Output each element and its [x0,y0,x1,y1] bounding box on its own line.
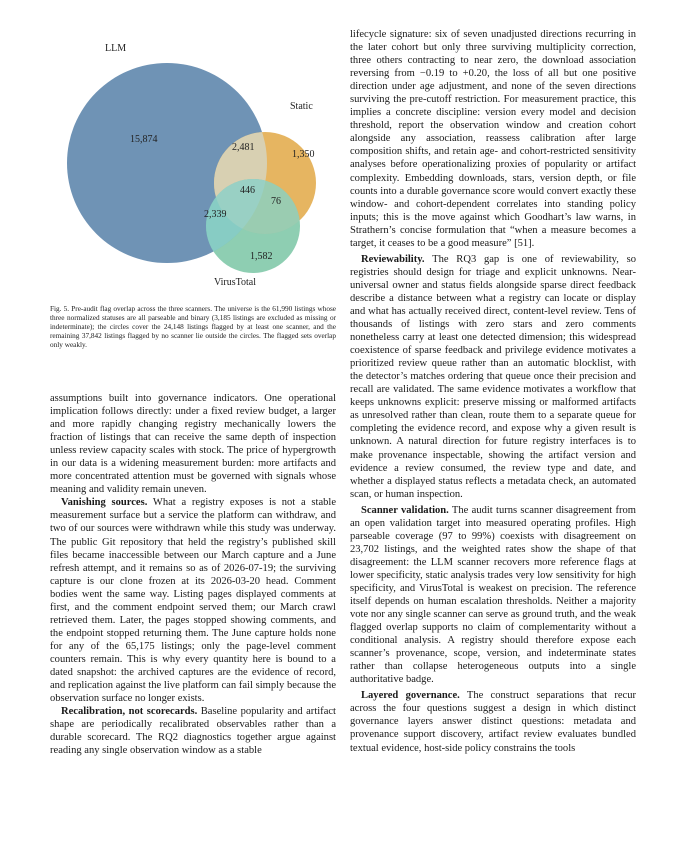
static-label: Static [290,101,313,112]
paragraph [350,253,636,501]
paragraph-body: The audit turns scanner disagreement from an open validation target into measured operating profiles. High parseable coverage (97 to 99%) coexists with disagreement on 23,702 listings, and the weighted rates show the shape of that disagreement: the LLM scanner recovers more reference flags at lower specificity, static analysis trades very low sensitivity for high specificity, and VirusTotal is weakest on precision. The reference itself depends on human escalation thresholds. Neither a majority vote nor any single scanner can serve as ground truth, and the weak flagged overlap supports no claim of complementarity without a conditional analysis. A registry should therefore expose each scanner’s provenance, scope, version, and indeterminate states rather than collapse heterogeneous outputs into a single authoritative badge. [350,504,636,686]
run-in-heading: Recalibration, not scorecards. [61,706,198,718]
region-vt-only: 1,582 [250,251,273,262]
run-in-heading: Layered governance. [361,690,460,702]
region-llm-only: 15,874 [130,134,158,145]
region-llm-static: 2,481 [232,142,255,153]
paragraph [50,705,336,757]
paragraph [50,496,336,705]
paragraph [350,504,636,687]
paragraph-body: The construct separations that recur across the four questions suggest a design in which distinct governance layers answer distinct questions: metadata and provenance support discovery, artifact review evaluates bundled textual evidence, host-side policy constrains the tools [350,690,636,754]
run-in-heading: Scanner validation. [361,504,449,516]
region-llm-vt: 2,339 [204,209,227,220]
run-in-heading: Reviewability. [361,253,425,265]
paragraph-body: What a registry exposes is not a stable measurement surface but a service the platform can withdraw, and two of our sources were withdrawn while this study was underway. The public Git repository that held the registry’s published skill files became inaccessible between our March capture and a June refresh attempt, and it remains so as of 2026-07-19; the surviving capture is our clone frozen at its 2026-03-20 head. Comment bodies went the same way. Listing pages displayed comments at first, and the comment endpoint served them; our March crawl retrieved them. Later, the pages stopped showing comments, and the endpoint stopped returning them. The June capture holds none for any of the 65,175 listings; only the page-level comment counters remain. This is why every quantity here is bound to a dated snapshot: the archived captures are the evidence of record, and replication against the live platform can fail simply because the observation surface no longer exists. [50,497,337,705]
figure-caption: Fig. 5. Pre-audit flag overlap across the three scanners. The universe is the 61,990 listings whose three normalized statuses are all parseable and binary (3,185 listings are excluded as missing or indeterminate); the circles cover the 24,148 listings flagged by at least one scanner, and the remaining 37,842 listings flagged by no scanner lie outside the circles. The flagged sets overlap only weakly. [50,305,336,349]
left-column [50,392,336,757]
paragraph-body: Baseline popularity and artifact shape are periodically recalibrated observables rather than a durable scorecard. The RQ2 diagnostics together argue against reading any single observation window as a stable [50,706,336,757]
paragraph-body: The RQ3 gap is one of reviewability, so registries should design for triage and explicit unknowns. Near-universal owner and status fields alongside sparse direct feedback describe a distance between what a registry can locate or display and what has actually received direct, content-level review. Tens of thousands of listings with zero stars and zero comments nonetheless carry at least one detected dimension; this widespread coexistence of sparse feedback and privilege evidence motivates a prioritized review queue rather than an automatic blocklist, with the detector’s matches ordering that queue once their precision and recall are validated. The same evidence motivates a workflow that keeps unknowns explicit: preserve missing or malformed artifacts as unresolved rather than clean, route them to a separate queue for completing the evidence record, and expose why a given result is unknown. A natural direction for future registry interfaces is to make provenance inspectable, showing the artifact version and evidence a review consumed, the review type and date, and whether a displayed status reflects a metadata check, an automated scan, or human inspection. [350,253,636,500]
venn-diagram [50,30,336,300]
run-in-heading: Vanishing sources. [61,497,148,509]
region-static-only: 1,350 [292,149,315,160]
paragraph [350,689,636,754]
paragraph: assumptions built into governance indicators. One operational implication follows directly: under a fixed review budget, a larger and more rapidly changing registry mechanically lowers the fraction of listings that can receive the same depth of inspection unless review capacity scales with stock. The price of hypergrowth in our data is a widening measurement burden: more artifacts and more concentrated attention must be governed with signals whose meaning and validity remain uneven. [50,393,336,496]
right-column [350,28,636,755]
paragraph: lifecycle signature: six of seven unadjusted directions recurring in the later cohort but only three surviving multiplicity correction, three others contracting to near zero, the download association reversing from −0.19 to +0.20, the loss of all but one positive direction under age adjustment, and none of the seven directions surviving the pre-cutoff restriction. For measurement practice, this implies a concrete discipline: version every model and decision threshold, report the observation window and creation cohort alongside any association, reassess calibration after large composition shifts, and retain age- and cohort-restricted sensitivity analyses before operationalizing proxies of popularity or artifact complexity. Embedding downloads, stars, version depth, or file counts into a durable governance score would convert exactly these window- and cohort-dependent correlates into standing policy inputs; this is the move against which Goodhart’s law warns, in Strathern’s concise formulation that “when a measure becomes a target, it ceases to be a good measure” [51]. [350,29,636,249]
region-all-three: 446 [240,185,255,196]
region-static-vt: 76 [271,196,281,207]
virustotal-label: VirusTotal [214,277,257,288]
venn-figure [50,30,336,300]
llm-label: LLM [105,43,127,54]
